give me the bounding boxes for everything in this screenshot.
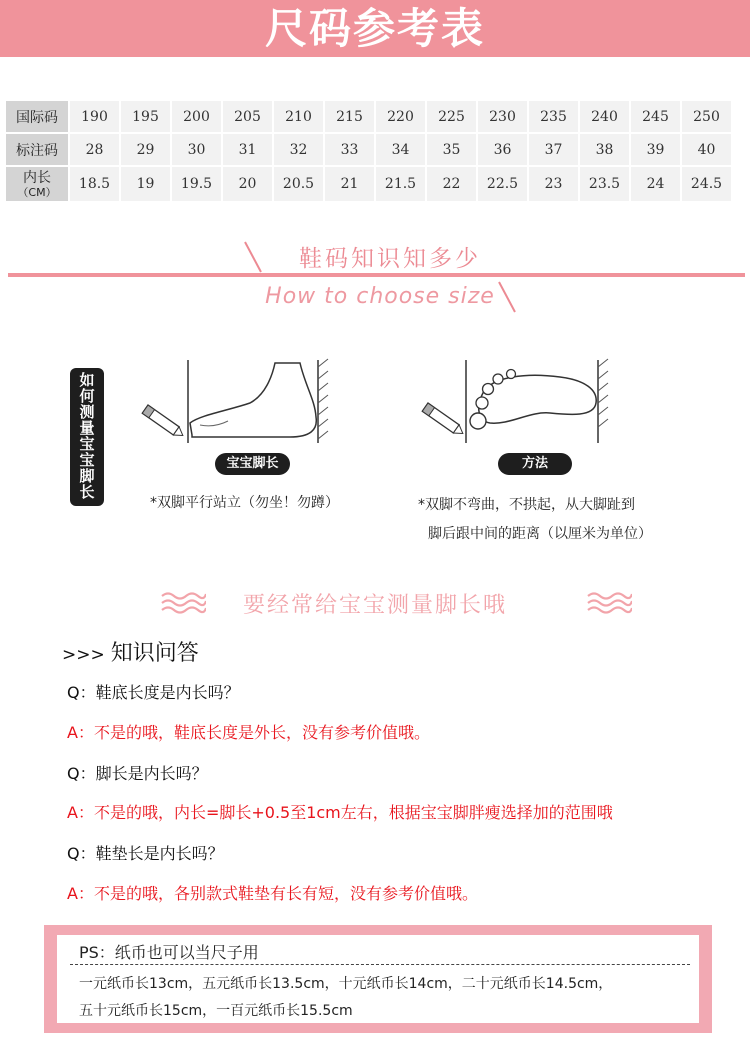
answer-2: A：不是的哦，内长=脚长+0.5至1cm左右，根据宝宝脚胖瘦选择加的范围哦 (67, 803, 613, 822)
table-cell: 21 (325, 167, 374, 201)
table-cell: 22 (427, 167, 476, 201)
qa-heading-arrows: >>> (62, 645, 105, 665)
row-header-inner-length (6, 167, 68, 201)
table-cell: 29 (121, 134, 170, 165)
table-cell: 38 (580, 134, 629, 165)
ps-inner (57, 935, 699, 1023)
table-cell: 200 (172, 101, 221, 132)
table-cell: 20.5 (274, 167, 323, 201)
table-cell: 210 (274, 101, 323, 132)
table-cell: 21.5 (376, 167, 425, 201)
table-cell: 195 (121, 101, 170, 132)
table-cell: 19 (121, 167, 170, 201)
table-cell: 20 (223, 167, 272, 201)
answer-3: A：不是的哦，各别款式鞋垫有长有短，没有参考价值哦。 (67, 884, 478, 903)
table-cell: 37 (529, 134, 578, 165)
row-header-intl: 国际码 (6, 101, 68, 132)
table-cell: 28 (70, 134, 119, 165)
table-cell: 220 (376, 101, 425, 132)
method-pill: 方法 (498, 453, 572, 475)
table-cell: 250 (682, 101, 731, 132)
size-table (4, 99, 733, 203)
measure-side-label (70, 368, 104, 506)
table-cell: 35 (427, 134, 476, 165)
table-cell: 19.5 (172, 167, 221, 201)
table-cell: 215 (325, 101, 374, 132)
table-row (6, 101, 731, 132)
right-caption-line-1: *双脚不弯曲，不拱起，从大脚趾到 (418, 497, 635, 513)
ps-dashed-divider (70, 964, 690, 965)
ps-box (44, 925, 712, 1033)
table-cell: 23 (529, 167, 578, 201)
table-row (6, 167, 731, 201)
table-cell: 230 (478, 101, 527, 132)
baby-foot-length-pill: 宝宝脚长 (215, 453, 290, 475)
table-cell: 18.5 (70, 167, 119, 201)
qa-heading-text: 知识问答 (110, 641, 199, 666)
decor-slash-left (244, 242, 262, 273)
table-cell: 245 (631, 101, 680, 132)
ps-title: PS：纸币也可以当尺子用 (79, 943, 259, 962)
table-cell: 22.5 (478, 167, 527, 201)
table-cell: 24 (631, 167, 680, 201)
table-cell: 30 (172, 134, 221, 165)
ps-line-2: 五十元纸币长15cm，一百元纸币长15.5cm (79, 1003, 353, 1019)
question-2: Q：脚长是内长吗？ (67, 764, 208, 783)
right-caption-line-2: 脚后跟中间的距离（以厘米为单位） (428, 526, 652, 542)
table-cell: 33 (325, 134, 374, 165)
knowledge-subtitle: How to choose size (265, 284, 495, 309)
table-cell: 240 (580, 101, 629, 132)
table-row (6, 134, 731, 165)
table-cell: 190 (70, 101, 119, 132)
table-cell: 205 (223, 101, 272, 132)
left-caption: *双脚平行站立（勿坐！勿蹲） (150, 495, 339, 511)
table-cell: 235 (529, 101, 578, 132)
table-cell: 24.5 (682, 167, 731, 201)
table-cell: 39 (631, 134, 680, 165)
foot-sole-illustration (420, 355, 610, 445)
table-cell: 40 (682, 134, 731, 165)
knowledge-title: 鞋码知识知多少 (299, 246, 481, 272)
table-cell: 32 (274, 134, 323, 165)
table-cell: 31 (223, 134, 272, 165)
page-title: 尺码参考表 (264, 4, 485, 53)
row-header-inner-length-main: 内长 (23, 169, 51, 186)
row-header-label-size: 标注码 (6, 134, 68, 165)
measure-side-label-text: 如何测量宝宝脚长 (79, 371, 95, 501)
question-1: Q：鞋底长度是内长吗？ (67, 683, 240, 702)
divider-line (8, 273, 745, 277)
qa-heading (62, 636, 199, 667)
row-header-inner-length-unit: （CM） (17, 185, 57, 199)
ps-line-1: 一元纸币长13cm，五元纸币长13.5cm，十元纸币长14cm，二十元纸币长14.5cm， (79, 976, 613, 992)
table-cell: 225 (427, 101, 476, 132)
foot-side-illustration (140, 355, 335, 445)
reminder-text: 要经常给宝宝测量脚长哦 (242, 593, 507, 618)
answer-1: A：不是的哦，鞋底长度是外长，没有参考价值哦。 (67, 723, 430, 742)
table-cell: 23.5 (580, 167, 629, 201)
table-cell: 34 (376, 134, 425, 165)
table-cell: 36 (478, 134, 527, 165)
question-3: Q：鞋垫长是内长吗？ (67, 844, 224, 863)
wave-decor-right (586, 590, 632, 616)
